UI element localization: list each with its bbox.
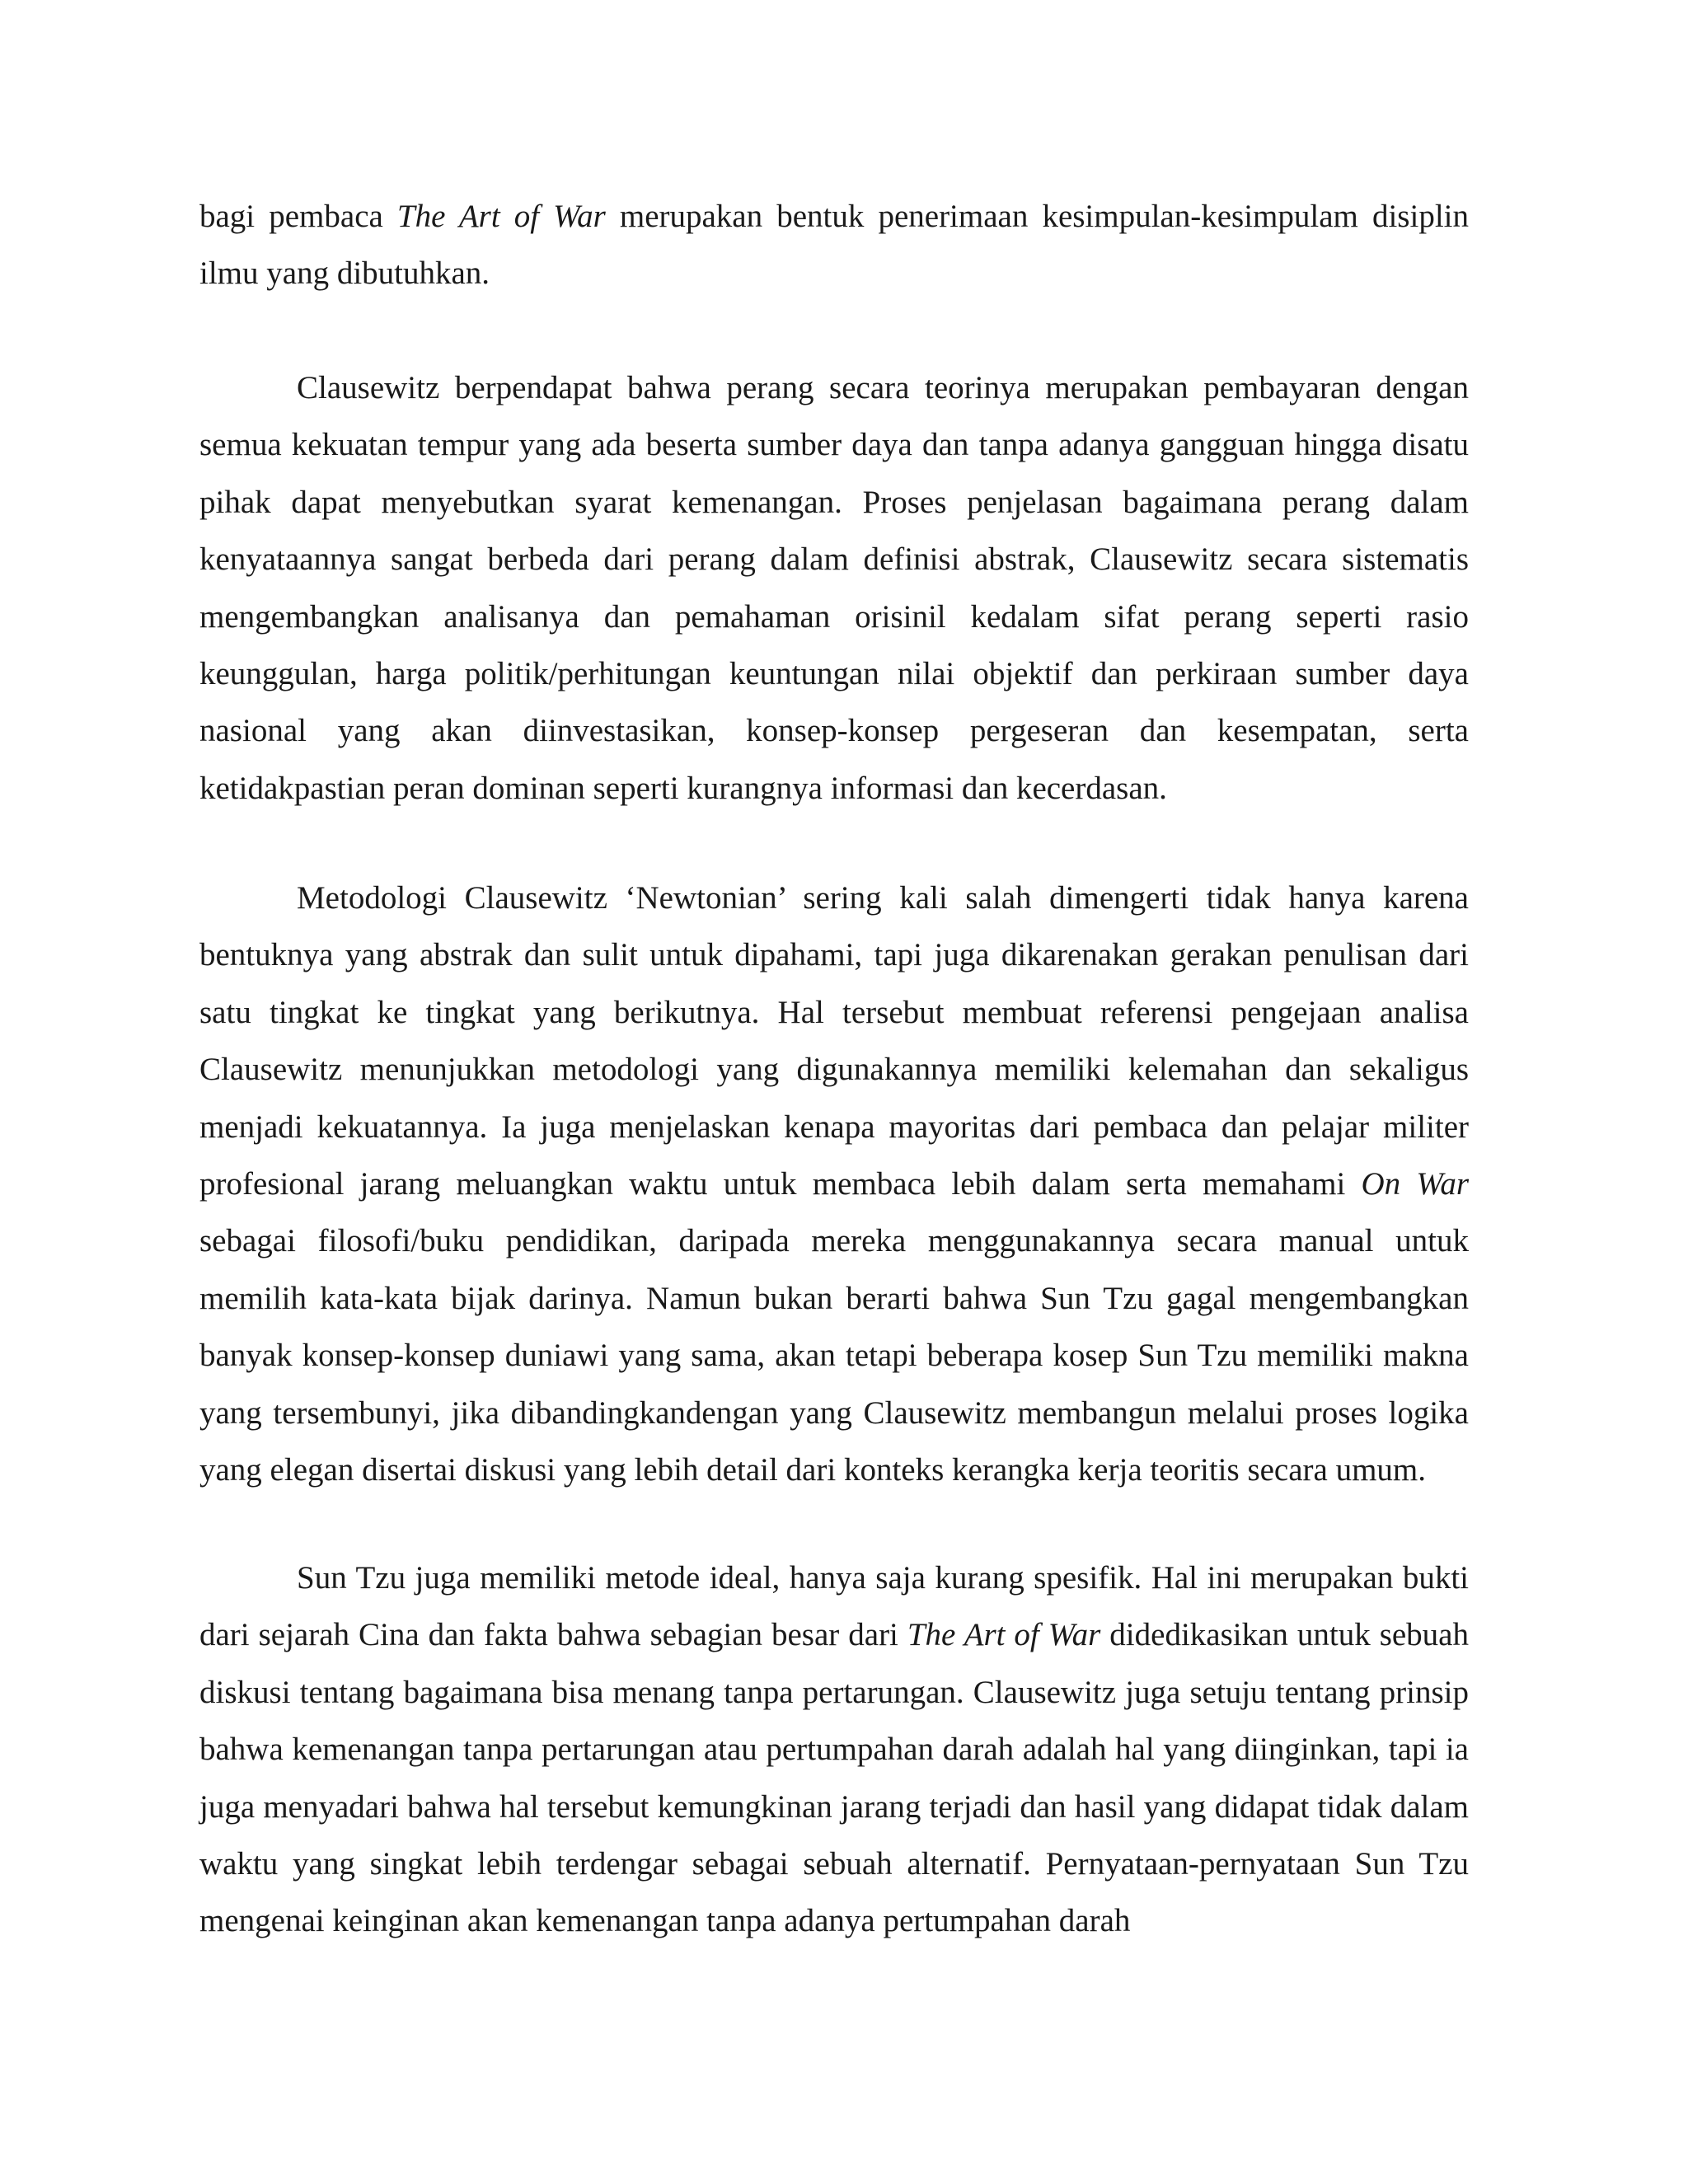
paragraph-text: merupakan bentuk penerimaan kesimpulan-kesimpulam disiplin ilmu yang dibutuhkan. — [199, 199, 1469, 292]
paragraph-text: sebagai filosofi/buku pendidikan, daripada mereka menggunakannya secara manual untuk memilih kata-kata bijak darinya. Namun bukan berarti bahwa Sun Tzu gagal mengembangkan banyak konsep-konsep duniawi yang sama, akan tetapi beberapa kosep Sun Tzu memiliki makna yang tersembunyi, jika dibandingkandengan yang Clausewitz membangun melalui proses logika yang elegan disertai diskusi yang lebih detail dari konteks kerangka kerja teoritis secara umum. — [199, 1223, 1469, 1488]
paragraph-text: didedikasikan untuk sebuah diskusi tentang bagaimana bisa menang tanpa pertarungan. Clausewitz juga setuju tentang prinsip bahwa kemenangan tanpa pertarungan atau pertumpahan darah adalah hal yang diinginkan, tapi ia juga menyadari bahwa hal tersebut kemungkinan jarang terjadi dan hasil yang didapat tidak dalam waktu yang singkat lebih terdengar sebagai sebuah alternatif. Pernyataan-pernyataan Sun Tzu mengenai keinginan akan kemenangan tanpa adanya pertumpahan darah — [199, 1617, 1469, 1939]
paragraph-clausewitz-theory — [199, 359, 1469, 817]
paragraph-newtonian-methodology — [199, 869, 1469, 1498]
book-title-italic: On War — [1361, 1166, 1469, 1202]
paragraph-sun-tzu-method — [199, 1549, 1469, 1950]
book-title-italic: The Art of War — [396, 199, 606, 234]
paragraph-continuation — [199, 188, 1469, 302]
paragraph-text: bagi pembaca — [199, 199, 397, 234]
paragraph-text: Metodologi Clausewitz ‘Newtonian’ sering kali salah dimengerti tidak hanya karena bentuknya yang abstrak dan sulit untuk dipahami, tapi juga dikarenakan gerakan penulisan dari satu tingkat ke tingkat yang berikutnya. Hal tersebut membuat referensi pengejaan analisa Clausewitz menunjukkan metodologi yang digunakannya memiliki kelemahan dan sekaligus menjadi kekuatannya. Ia juga menjelaskan kenapa mayoritas dari pembaca dan pelajar militer profesional jarang meluangkan waktu untuk membaca lebih dalam serta memahami — [199, 880, 1469, 1202]
book-title-italic: The Art of War — [907, 1617, 1101, 1653]
paragraph-text: Clausewitz berpendapat bahwa perang secara teorinya merupakan pembayaran dengan semua kekuatan tempur yang ada beserta sumber daya dan tanpa adanya gangguan hingga disatu pihak dapat menyebutkan syarat kemenangan. Proses penjelasan bagaimana perang dalam kenyataannya sangat berbeda dari perang dalam definisi abstrak, Clausewitz secara sistematis mengembangkan analisanya dan pemahaman orisinil kedalam sifat perang seperti rasio keunggulan, harga politik/perhitungan keuntungan nilai objektif dan perkiraan sumber daya nasional yang akan diinvestasikan, konsep-konsep pergeseran dan kesempatan, serta ketidakpastian peran dominan seperti kurangnya informasi dan kecerdasan. — [199, 370, 1469, 806]
paragraph-text: Sun Tzu juga memiliki metode ideal, hanya saja kurang spesifik. Hal ini merupakan bukti dari sejarah Cina dan fakta bahwa sebagian besar dari — [199, 1560, 1469, 1653]
